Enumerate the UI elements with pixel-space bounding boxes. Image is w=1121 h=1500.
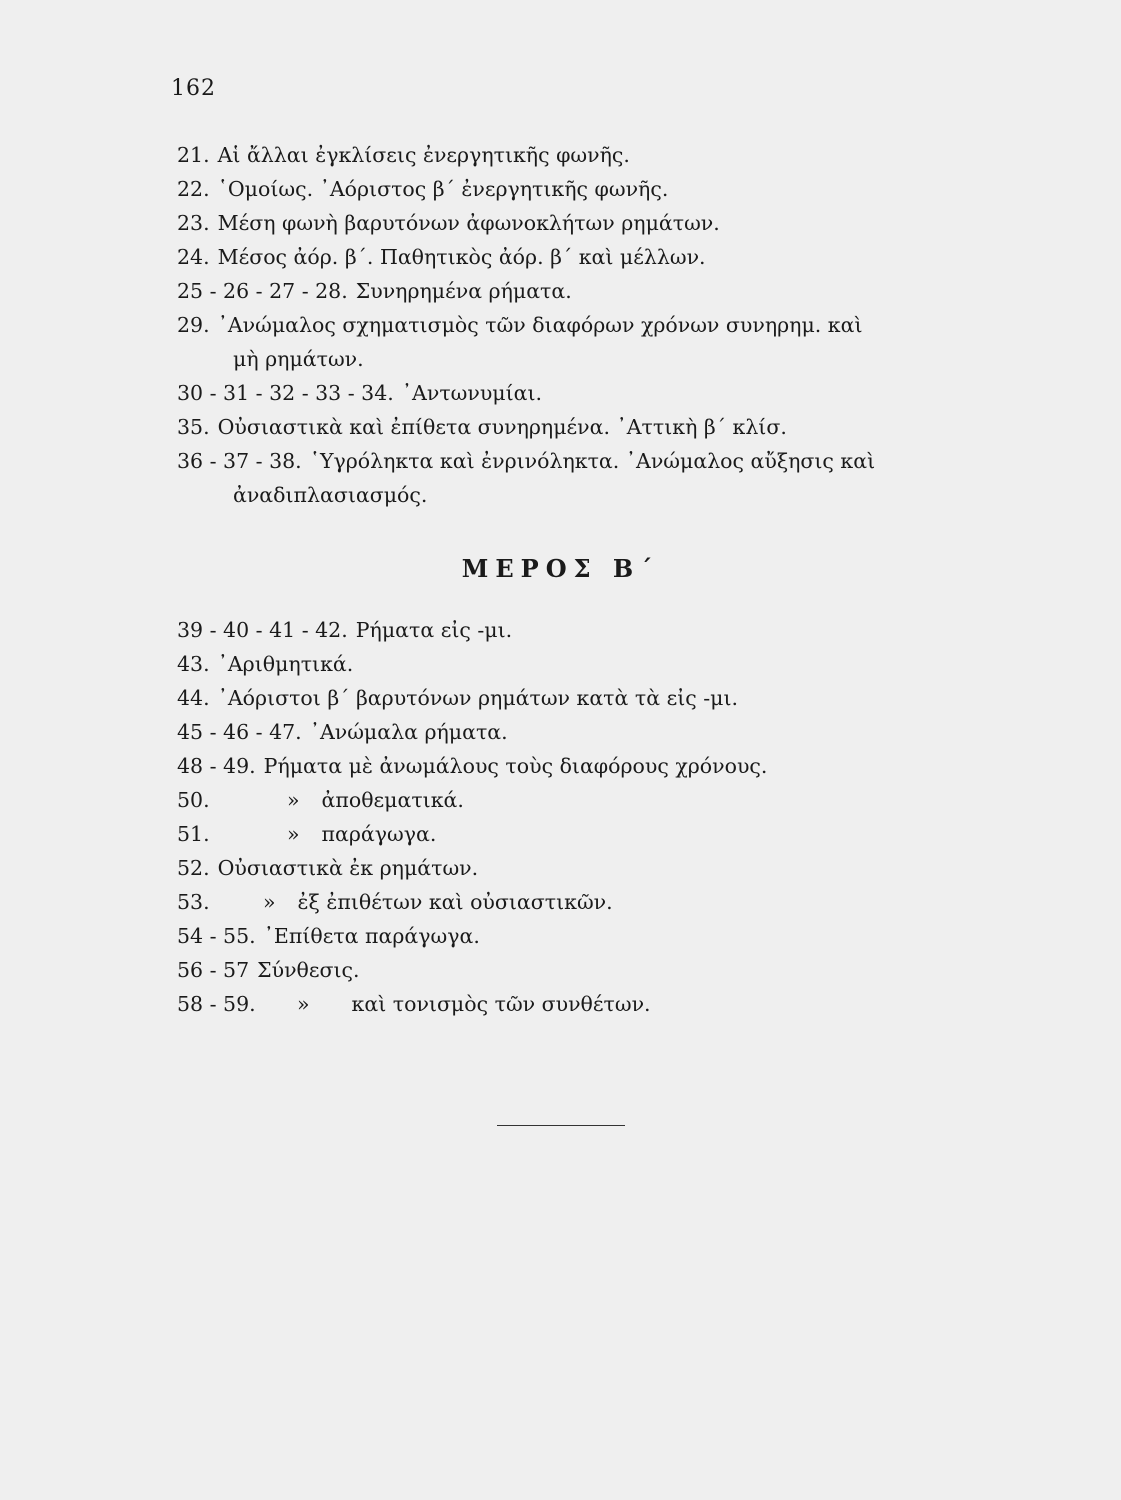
page-number: 162 xyxy=(171,76,216,101)
toc-entry-30-34 xyxy=(177,376,997,410)
entry-number: 24. xyxy=(177,245,210,269)
entry-title: Ρήματα μὲ ἀνωμάλους τοὺς διαφόρους χρόνους. xyxy=(263,754,768,778)
toc-entry-36-38-continued: ἀναδιπλασιασμός. xyxy=(233,483,428,507)
entry-number: 50. xyxy=(177,788,210,812)
toc-entry-39-42 xyxy=(177,613,997,647)
toc-entry-35 xyxy=(177,410,997,444)
entry-title: ἀποθεματικά. xyxy=(321,788,464,812)
toc-entry-54-55 xyxy=(177,919,997,953)
toc-entry-21 xyxy=(177,138,997,172)
entry-number: 35. xyxy=(177,415,210,439)
toc-entry-25-28 xyxy=(177,274,997,308)
toc-entry-29 xyxy=(177,308,997,342)
toc-entry-51 xyxy=(177,817,997,851)
entry-number: 22. xyxy=(177,177,210,201)
ditto-mark: » xyxy=(287,822,300,846)
entry-number: 21. xyxy=(177,143,210,167)
toc-entry-44 xyxy=(177,681,997,715)
toc-entry-29-continued: μὴ ρημάτων. xyxy=(233,347,364,371)
entry-title: Μέση φωνὴ βαρυτόνων ἀφωνοκλήτων ρημάτων. xyxy=(217,211,720,235)
entry-number: 52. xyxy=(177,856,210,880)
entry-number: 36 - 37 - 38. xyxy=(177,449,302,473)
entry-title: ῾Υγρόληκτα καὶ ἐνρινόληκτα. ᾿Ανώμαλος αὔξησις καὶ xyxy=(309,449,876,473)
entry-number: 58 - 59. xyxy=(177,992,256,1016)
ditto-mark: » xyxy=(297,992,310,1016)
entry-title: ᾿Αντωνυμίαι. xyxy=(401,381,543,405)
toc-entry-23 xyxy=(177,206,997,240)
entry-title: Αἱ ἄλλαι ἐγκλίσεις ἐνεργητικῆς φωνῆς. xyxy=(217,143,630,167)
entry-title: ᾿Ανώμαλα ρήματα. xyxy=(309,720,508,744)
entry-number: 43. xyxy=(177,652,210,676)
toc-entry-56-57 xyxy=(177,953,997,987)
entry-number: 54 - 55. xyxy=(177,924,256,948)
entry-title: ῾Ομοίως. ᾿Αόριστος β΄ ἐνεργητικῆς φωνῆς. xyxy=(217,177,669,201)
toc-entry-53 xyxy=(177,885,997,919)
entry-number: 23. xyxy=(177,211,210,235)
end-rule xyxy=(497,1125,625,1126)
toc-entry-58-59 xyxy=(177,987,997,1021)
entry-number: 56 - 57 xyxy=(177,958,250,982)
ditto-mark: » xyxy=(263,890,276,914)
entry-title: ἐξ ἐπιθέτων καὶ οὐσιαστικῶν. xyxy=(297,890,613,914)
entry-number: 39 - 40 - 41 - 42. xyxy=(177,618,348,642)
toc-entry-50 xyxy=(177,783,997,817)
entry-number: 25 - 26 - 27 - 28. xyxy=(177,279,348,303)
toc-entry-24 xyxy=(177,240,997,274)
entry-title: Οὐσιαστικὰ ἐκ ρημάτων. xyxy=(217,856,479,880)
section-heading-part-b: ΜΕΡΟΣ Β΄ xyxy=(461,554,660,583)
entry-title: Μέσος ἀόρ. β΄. Παθητικὸς ἀόρ. β΄ καὶ μέλλων. xyxy=(217,245,706,269)
entry-title: Οὐσιαστικὰ καὶ ἐπίθετα συνηρημένα. ᾿Αττικὴ β΄ κλίσ. xyxy=(217,415,787,439)
entry-number: 45 - 46 - 47. xyxy=(177,720,302,744)
toc-entry-36-38 xyxy=(177,444,997,478)
entry-number: 30 - 31 - 32 - 33 - 34. xyxy=(177,381,394,405)
entry-title: Συνηρημένα ρήματα. xyxy=(355,279,572,303)
entry-title: ᾿Ανώμαλος σχηματισμὸς τῶν διαφόρων χρόνων συνηρημ. καὶ xyxy=(217,313,863,337)
ditto-mark: » xyxy=(287,788,300,812)
entry-title: ᾿Αριθμητικά. xyxy=(217,652,354,676)
toc-entry-52 xyxy=(177,851,997,885)
entry-title: Ρήματα εἰς -μι. xyxy=(355,618,513,642)
entry-number: 44. xyxy=(177,686,210,710)
entry-title: Σύνθεσις. xyxy=(257,958,360,982)
entry-title: ᾿Αόριστοι β΄ βαρυτόνων ρημάτων κατὰ τὰ εἰς -μι. xyxy=(217,686,739,710)
toc-entry-22 xyxy=(177,172,997,206)
toc-entry-48-49 xyxy=(177,749,997,783)
entry-number: 48 - 49. xyxy=(177,754,256,778)
entry-number: 53. xyxy=(177,890,210,914)
toc-entry-45-47 xyxy=(177,715,997,749)
entry-number: 51. xyxy=(177,822,210,846)
entry-title: ᾿Επίθετα παράγωγα. xyxy=(263,924,480,948)
toc-entry-43 xyxy=(177,647,997,681)
entry-number: 29. xyxy=(177,313,210,337)
entry-title: καὶ τονισμὸς τῶν συνθέτων. xyxy=(351,992,651,1016)
entry-title: παράγωγα. xyxy=(321,822,437,846)
